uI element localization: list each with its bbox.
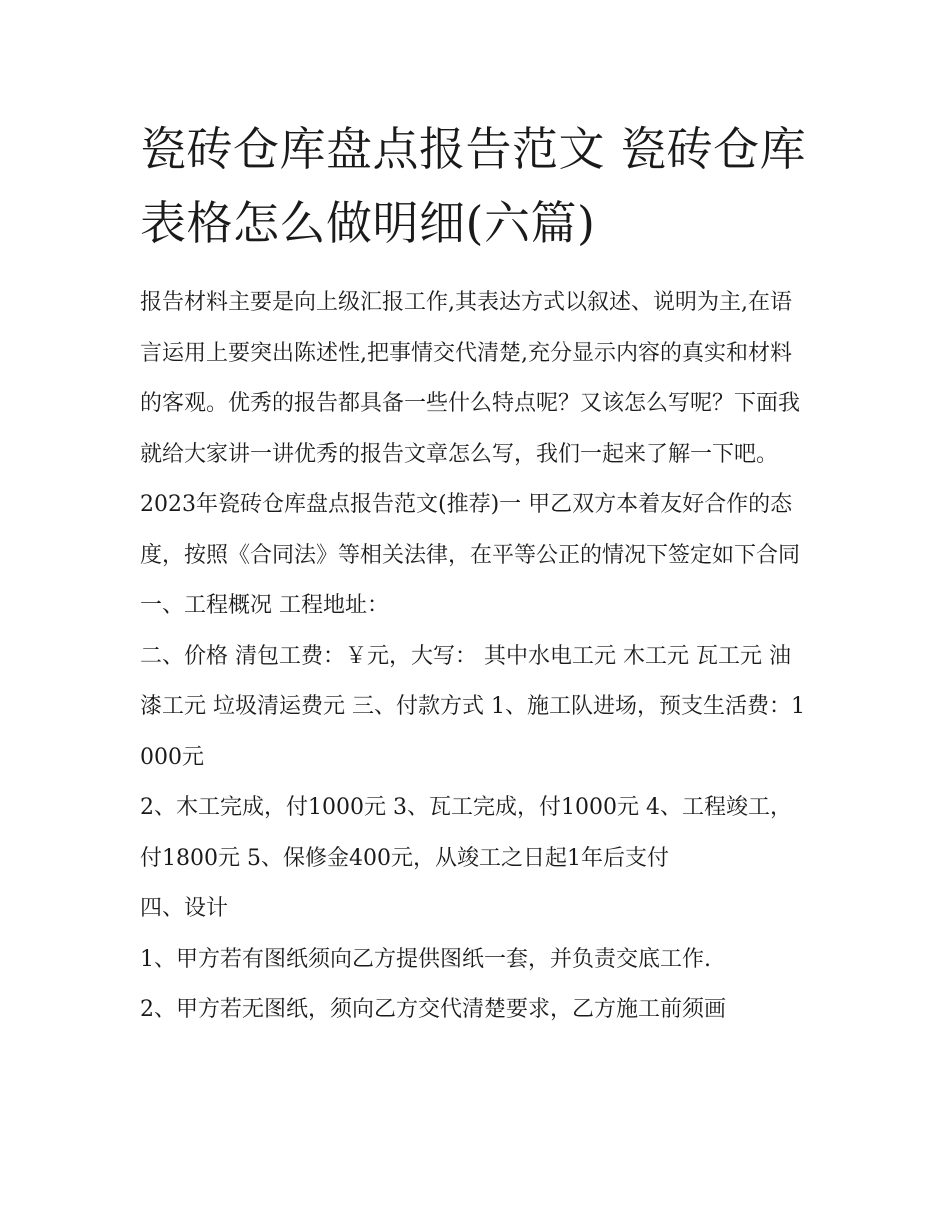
paragraph-design-item-1: 1、甲方若有图纸须向乙方提供图纸一套，并负责交底工作. (140, 946, 711, 972)
document-body (140, 112, 812, 1036)
paragraph-contract-intro: 2023年瓷砖仓库盘点报告范文(推荐)一 甲乙双方本着友好合作的态度，按照《合同法》等相关法律，在平等公正的情况下签定如下合同 一、工程概况 工程地址： (140, 492, 801, 618)
paragraph-intro: 报告材料主要是向上级汇报工作,其表达方式以叙述、说明为主,在语言运用上要突出陈述性,把事情交代清楚,充分显示内容的真实和材料的客观。优秀的报告都具备一些什么特点呢？又该怎么写呢？下面我就给大家讲一讲优秀的报告文章怎么写，我们一起来了解一下吧。 (140, 290, 801, 467)
paragraph-payment: 2、木工完成，付1000元 3、瓦工完成，付1000元 4、工程竣工，付1800元 5、保修金400元，从竣工之日起1年后支付 (140, 795, 792, 871)
document-title: 瓷砖仓库盘点报告范文 瓷砖仓库表格怎么做明细(六篇) (140, 122, 807, 250)
paragraph-price: 二、价格 清包工费：￥元，大写： 其中水电工元 木工元 瓦工元 油漆工元 垃圾清运费元 三、付款方式 1、施工队进场，预支生活费：1000元 (140, 643, 805, 770)
paragraph-design-heading: 四、设计 (140, 896, 229, 921)
paragraph-design-item-2: 2、甲方若无图纸，须向乙方交代清楚要求，乙方施工前须画 (140, 997, 726, 1022)
